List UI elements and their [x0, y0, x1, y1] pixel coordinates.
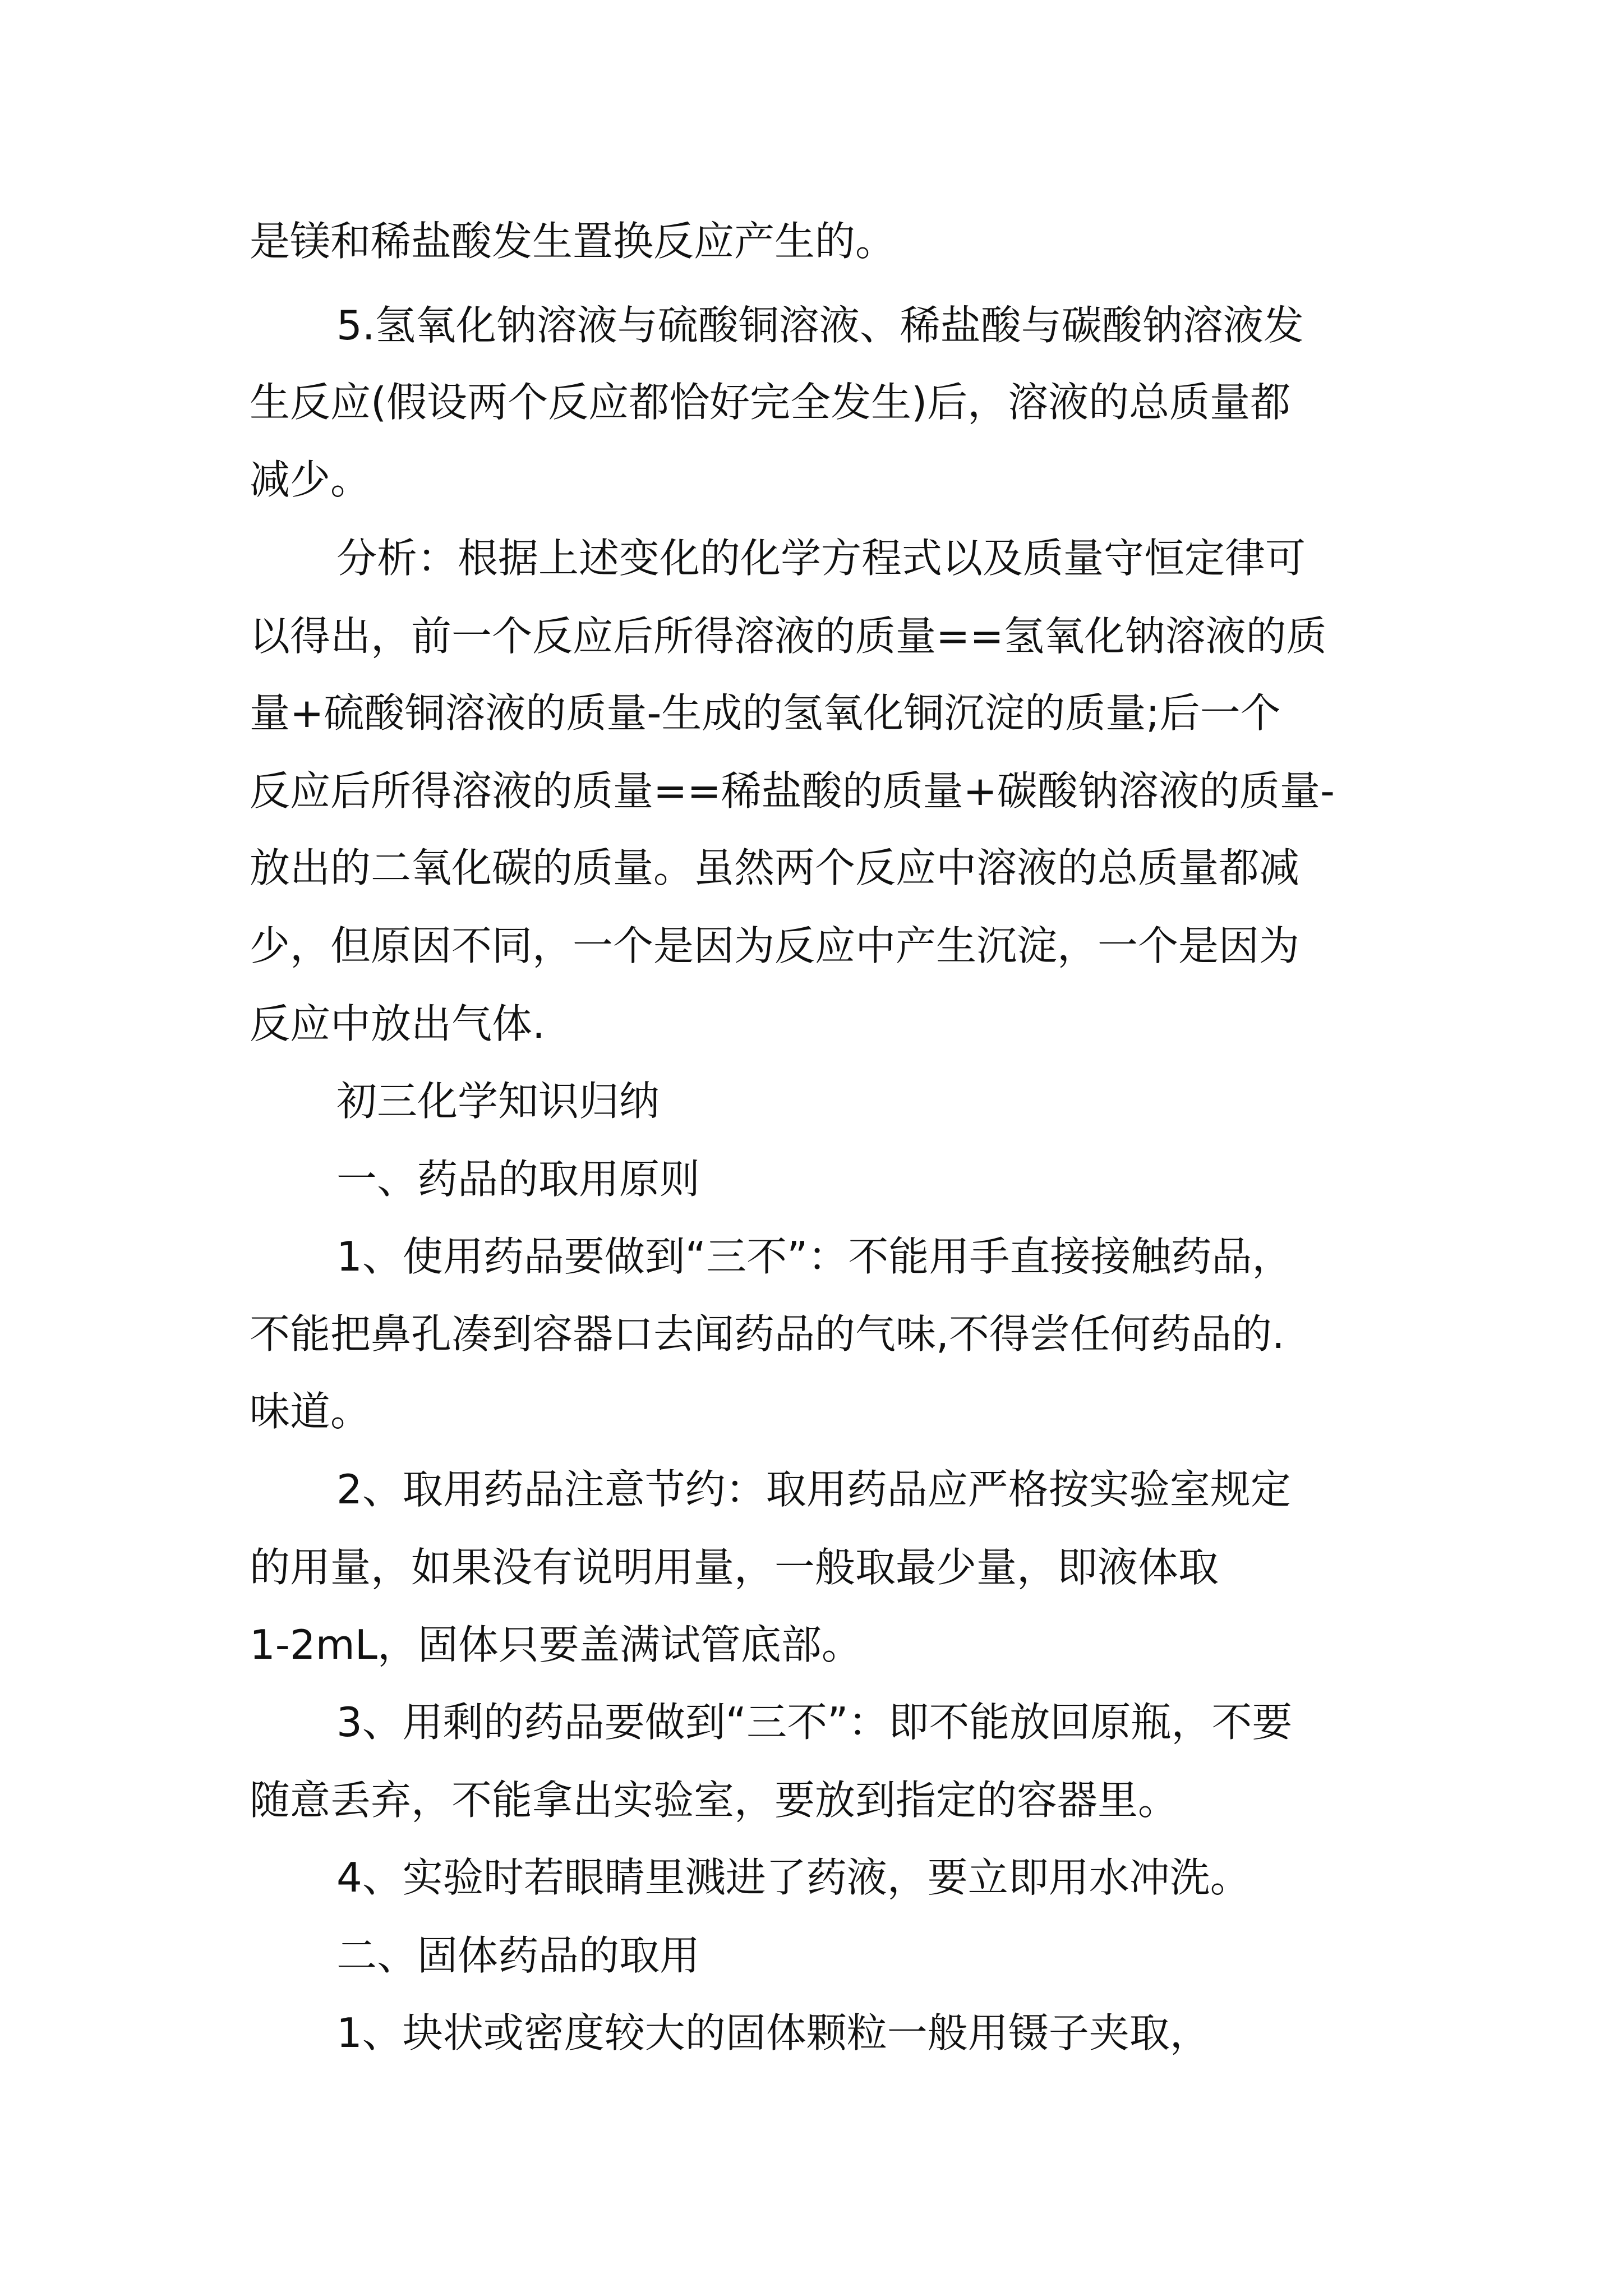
paragraph-line: 少，但原因不同，一个是因为反应中产生沉淀，一个是因为 — [250, 922, 1300, 969]
paragraph-line: 反应中放出气体. — [250, 1000, 545, 1047]
paragraph-line: 1-2mL，固体只要盖满试管底部。 — [250, 1621, 862, 1668]
paragraph-line: 反应后所得溶液的质量==稀盐酸的质量+碳酸钠溶液的质量- — [250, 767, 1335, 815]
paragraph-line: 放出的二氧化碳的质量。虽然两个反应中溶液的总质量都减 — [250, 844, 1300, 891]
paragraph-line: 减少。 — [250, 456, 371, 503]
section-title: 初三化学知识归纳 — [336, 1078, 660, 1125]
paragraph-line: 分析：根据上述变化的化学方程式以及质量守恒定律可 — [336, 535, 1306, 582]
paragraph-line: 1、使用药品要做到“三不”：不能用手直接接触药品， — [336, 1233, 1293, 1280]
paragraph-line: 4、实验时若眼睛里溅进了药液，要立即用水冲洗。 — [336, 1854, 1251, 1901]
paragraph-line: 是镁和稀盐酸发生置换反应产生的。 — [250, 218, 896, 265]
paragraph-line: 以得出，前一个反应后所得溶液的质量==氢氧化钠溶液的质 — [250, 613, 1327, 660]
paragraph-line: 5.氢氧化钠溶液与硫酸铜溶液、稀盐酸与碳酸钠溶液发 — [336, 302, 1304, 349]
section-heading: 二、固体药品的取用 — [336, 1932, 700, 1979]
paragraph-line: 3、用剩的药品要做到“三不”：即不能放回原瓶，不要 — [336, 1699, 1293, 1746]
paragraph-line: 不能把鼻孔凑到容器口去闻药品的气味,不得尝任何药品的. — [250, 1310, 1285, 1358]
paragraph-line: 生反应(假设两个反应都恰好完全发生)后，溶液的总质量都 — [250, 379, 1291, 426]
paragraph-line: 随意丢弃，不能拿出实验室，要放到指定的容器里。 — [250, 1777, 1179, 1824]
paragraph-line: 量+硫酸铜溶液的质量-生成的氢氧化铜沉淀的质量;后一个 — [250, 689, 1281, 737]
paragraph-line: 1、块状或密度较大的固体颗粒一般用镊子夹取， — [336, 2009, 1210, 2056]
section-heading: 一、药品的取用原则 — [336, 1156, 700, 1203]
paragraph-line: 的用量，如果没有说明用量，一般取最少量，即液体取 — [250, 1544, 1219, 1591]
paragraph-line: 味道。 — [250, 1388, 371, 1435]
paragraph-line: 2、取用药品注意节约：取用药品应严格按实验室规定 — [336, 1466, 1291, 1513]
